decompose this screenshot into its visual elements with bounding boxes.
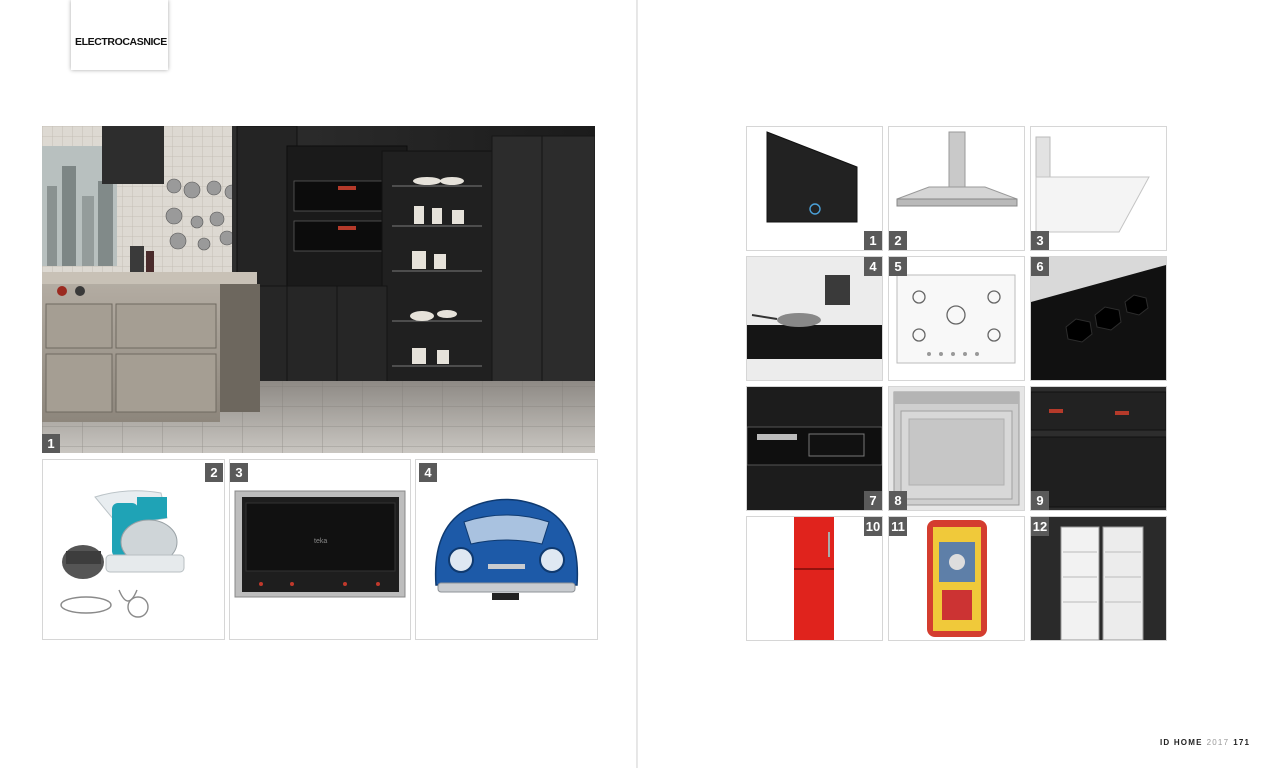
gas-hob-image (889, 257, 1024, 380)
induction-cooktop-image (747, 257, 882, 380)
photo-number: 10 (865, 519, 881, 534)
kitchen-main-photo (42, 126, 595, 453)
photo-number: 1 (864, 231, 882, 250)
photo-number: 2 (205, 463, 223, 482)
photo-number: 4 (864, 257, 882, 276)
page-fold (636, 0, 638, 768)
photo-number: 1 (42, 434, 60, 453)
page-footer (1160, 738, 1250, 747)
svg-text:teka: teka (314, 538, 328, 545)
product-frame-mixer (42, 459, 225, 640)
product-frame-oven-8 (888, 386, 1025, 511)
product-frame-oven-7 (746, 386, 883, 511)
hood-white-image (1031, 127, 1166, 250)
kitchen-illustration (42, 126, 595, 453)
product-frame-minibar (415, 459, 598, 640)
photo-number: 11 (889, 517, 907, 536)
photo-number: 4 (419, 463, 437, 482)
issue-year: 2017 (1206, 738, 1230, 747)
product-frame-microwave (229, 459, 411, 640)
photo-number: 12 (1032, 519, 1048, 534)
hood-steel-image (889, 127, 1024, 250)
product-frame-cooktop-4 (746, 256, 883, 381)
product-frame-hood-2 (888, 126, 1025, 251)
compact-oven-image (747, 387, 882, 510)
section-title: ELECTROCASNICE (75, 36, 167, 48)
photo-number: 6 (1031, 257, 1049, 276)
product-frame-fridge-11 (888, 516, 1025, 641)
red-fridge-image (747, 517, 882, 640)
product-frame-hood-3 (1030, 126, 1167, 251)
photo-number: 8 (889, 491, 907, 510)
decorated-fridge-image (889, 517, 1024, 640)
product-frame-gas-hob (888, 256, 1025, 381)
hood-black-image (747, 127, 882, 250)
built-in-fridge-image (1031, 517, 1166, 640)
retro-minibar-image (416, 460, 597, 639)
steel-oven-image (889, 387, 1024, 510)
photo-number: 3 (230, 463, 248, 482)
product-frame-fridge-10 (746, 516, 883, 641)
product-frame-fridge-12 (1030, 516, 1167, 641)
product-frame-hood-1 (746, 126, 883, 251)
page-number: 171 (1233, 738, 1251, 747)
microwave-image (230, 460, 410, 639)
product-frame-oven-9 (1030, 386, 1167, 511)
photo-number: 5 (889, 257, 907, 276)
photo-number: 2 (889, 231, 907, 250)
oven-stack-image (1031, 387, 1166, 510)
photo-number: 7 (864, 491, 882, 510)
food-processor-image (43, 460, 224, 639)
product-frame-hex-hob (1030, 256, 1167, 381)
section-tab (71, 0, 168, 70)
hexagon-hob-image (1031, 257, 1166, 380)
photo-number: 3 (1031, 231, 1049, 250)
photo-number: 9 (1031, 491, 1049, 510)
magazine-name: ID HOME (1160, 738, 1203, 747)
